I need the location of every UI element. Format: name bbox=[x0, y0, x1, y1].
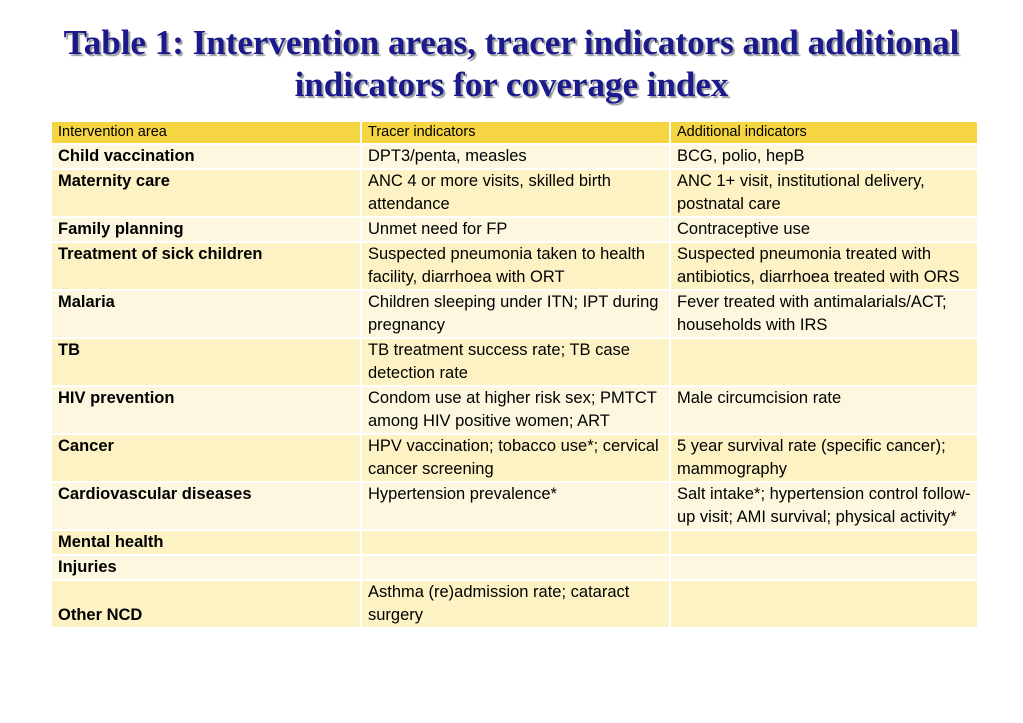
cell-additional: Fever treated with antimalarials/ACT; households with IRS bbox=[670, 290, 978, 338]
cell-tracer: Suspected pneumonia taken to health facility, diarrhoea with ORT bbox=[361, 242, 670, 290]
table-header-row bbox=[51, 121, 978, 144]
table-row bbox=[51, 338, 978, 386]
table-row bbox=[51, 386, 978, 434]
table-row bbox=[51, 482, 978, 530]
cell-tracer: ANC 4 or more visits, skilled birth attendance bbox=[361, 169, 670, 217]
cell-area: Family planning bbox=[51, 217, 361, 242]
cell-additional bbox=[670, 580, 978, 628]
cell-tracer: Unmet need for FP bbox=[361, 217, 670, 242]
cell-area: Cancer bbox=[51, 434, 361, 482]
table-row bbox=[51, 555, 978, 580]
cell-additional: Male circumcision rate bbox=[670, 386, 978, 434]
table-row bbox=[51, 217, 978, 242]
cell-tracer: Hypertension prevalence* bbox=[361, 482, 670, 530]
cell-additional bbox=[670, 555, 978, 580]
cell-area: Child vaccination bbox=[51, 144, 361, 169]
cell-tracer: Condom use at higher risk sex; PMTCT among HIV positive women; ART bbox=[361, 386, 670, 434]
table-row bbox=[51, 434, 978, 482]
cell-area: TB bbox=[51, 338, 361, 386]
cell-tracer bbox=[361, 530, 670, 555]
indicators-table bbox=[50, 120, 979, 629]
cell-area: Mental health bbox=[51, 530, 361, 555]
cell-area: Injuries bbox=[51, 555, 361, 580]
cell-tracer: DPT3/penta, measles bbox=[361, 144, 670, 169]
cell-additional: Suspected pneumonia treated with antibiotics, diarrhoea treated with ORS bbox=[670, 242, 978, 290]
title-line-2: indicators for coverage index bbox=[294, 65, 729, 104]
table-row bbox=[51, 290, 978, 338]
cell-tracer: Asthma (re)admission rate; cataract surgery bbox=[361, 580, 670, 628]
cell-tracer: TB treatment success rate; TB case detection rate bbox=[361, 338, 670, 386]
cell-additional: ANC 1+ visit, institutional delivery, postnatal care bbox=[670, 169, 978, 217]
table-row bbox=[51, 580, 978, 628]
cell-additional: 5 year survival rate (specific cancer); mammography bbox=[670, 434, 978, 482]
cell-area: Treatment of sick children bbox=[51, 242, 361, 290]
cell-additional: Contraceptive use bbox=[670, 217, 978, 242]
slide-title bbox=[0, 22, 1023, 106]
cell-additional: BCG, polio, hepB bbox=[670, 144, 978, 169]
cell-area: HIV prevention bbox=[51, 386, 361, 434]
cell-additional bbox=[670, 530, 978, 555]
header-intervention-area: Intervention area bbox=[51, 121, 361, 144]
cell-area: Malaria bbox=[51, 290, 361, 338]
title-line-1: Table 1: Intervention areas, tracer indicators and additional bbox=[63, 23, 960, 62]
cell-tracer: HPV vaccination; tobacco use*; cervical cancer screening bbox=[361, 434, 670, 482]
table-row bbox=[51, 530, 978, 555]
table-row bbox=[51, 169, 978, 217]
cell-tracer bbox=[361, 555, 670, 580]
cell-area: Maternity care bbox=[51, 169, 361, 217]
table-row bbox=[51, 144, 978, 169]
table-row bbox=[51, 242, 978, 290]
cell-tracer: Children sleeping under ITN; IPT during pregnancy bbox=[361, 290, 670, 338]
cell-additional: Salt intake*; hypertension control follow-up visit; AMI survival; physical activity* bbox=[670, 482, 978, 530]
cell-area: Other NCD bbox=[51, 580, 361, 628]
header-additional-indicators: Additional indicators bbox=[670, 121, 978, 144]
header-tracer-indicators: Tracer indicators bbox=[361, 121, 670, 144]
cell-area: Cardiovascular diseases bbox=[51, 482, 361, 530]
cell-additional bbox=[670, 338, 978, 386]
